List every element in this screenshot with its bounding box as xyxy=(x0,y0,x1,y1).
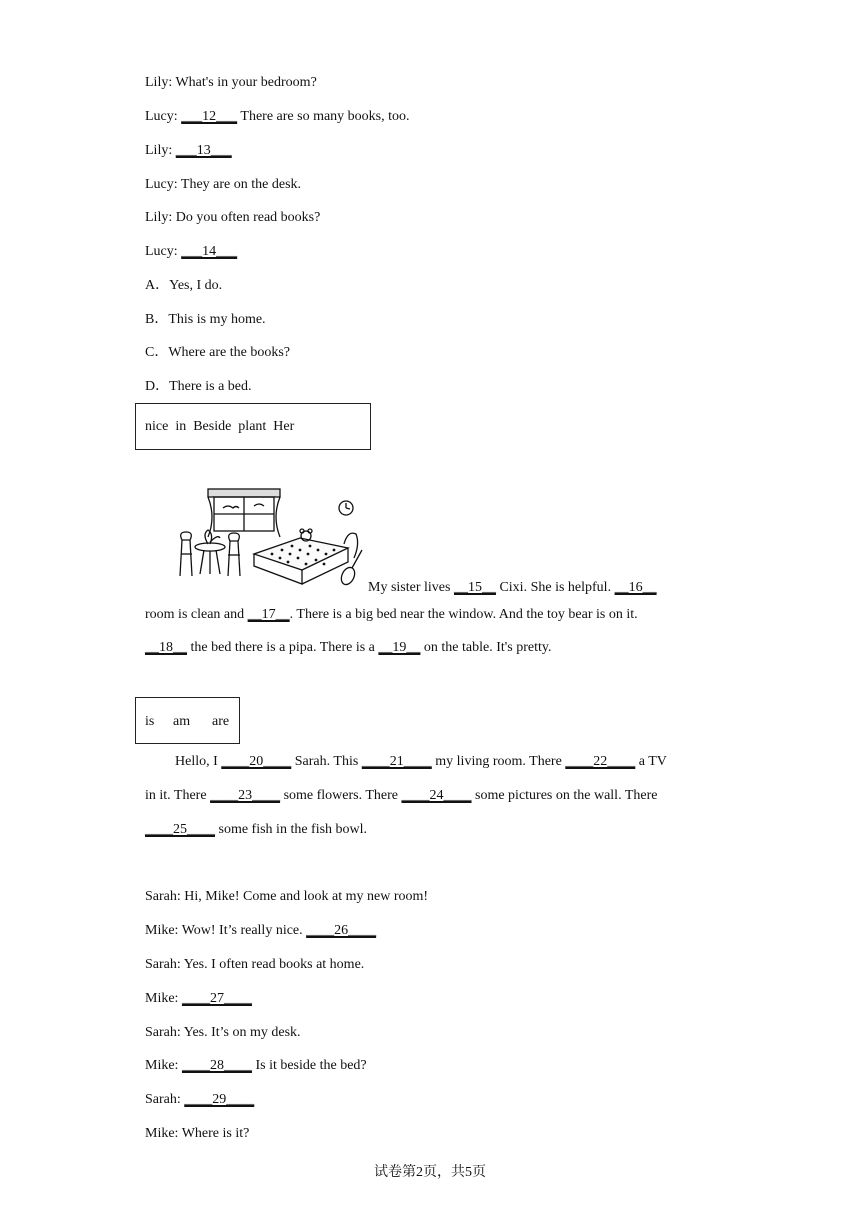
dialogue-line: Sarah: Yes. It’s on my desk. xyxy=(145,1025,301,1040)
line-text: Is it beside the bed? xyxy=(251,1058,367,1073)
word-box-item: are xyxy=(212,714,230,729)
blank-20[interactable]: ____20____ xyxy=(221,754,292,769)
blank-17[interactable]: __17__ xyxy=(247,607,290,622)
line-text: Mike: Wow! It’s really nice. xyxy=(145,923,307,938)
word-box xyxy=(135,697,240,744)
bedroom-illustration xyxy=(168,484,368,594)
word-box-item: am xyxy=(173,714,191,729)
blank-13[interactable]: ___13___ xyxy=(175,143,232,158)
blank-14[interactable]: ___14___ xyxy=(181,244,238,259)
option-a: A．Yes, I do. xyxy=(145,278,223,293)
blank-27[interactable]: ____27____ xyxy=(181,991,252,1006)
speaker-text: Lucy: xyxy=(145,244,182,259)
passage-line xyxy=(368,579,657,597)
dialogue-line xyxy=(145,142,232,160)
word-box-text: nice in Beside plant Her xyxy=(145,419,295,434)
passage-text: My sister lives xyxy=(368,580,454,595)
blank-25[interactable]: ____25____ xyxy=(145,822,215,837)
passage-line xyxy=(175,753,667,771)
dialogue-line: Mike: Where is it? xyxy=(145,1126,250,1141)
blank-24[interactable]: ____24____ xyxy=(401,788,472,803)
blank-22[interactable]: ____22____ xyxy=(565,754,636,769)
passage-line xyxy=(145,606,638,624)
dialogue-line: Lily: Do you often read books? xyxy=(145,210,321,225)
blank-12[interactable]: ___12___ xyxy=(181,109,238,124)
blank-19[interactable]: __19__ xyxy=(378,640,421,655)
blank-23[interactable]: ____23____ xyxy=(210,788,281,803)
speaker-text: Sarah: xyxy=(145,1092,185,1107)
passage-text: the bed there is a pipa. There is a xyxy=(187,640,379,655)
option-d: D．There is a bed. xyxy=(145,379,252,394)
dialogue-line xyxy=(145,990,252,1008)
blank-21[interactable]: ____21____ xyxy=(361,754,432,769)
passage-text: room is clean and xyxy=(145,607,248,622)
option-c: C．Where are the books? xyxy=(145,345,290,360)
page-footer: 试卷第2页，共5页 xyxy=(374,1165,486,1180)
dialogue-line xyxy=(145,1091,254,1109)
speaker-text: Lucy: xyxy=(145,109,182,124)
dialogue-line: Lucy: They are on the desk. xyxy=(145,177,302,192)
passage-line xyxy=(145,787,657,805)
option-b: B．This is my home. xyxy=(145,312,266,327)
dialogue-line xyxy=(145,1057,367,1075)
dialogue-line: Lily: What's in your bedroom? xyxy=(145,75,317,90)
dialogue-line: Sarah: Hi, Mike! Come and look at my new room! xyxy=(145,889,429,904)
passage-text: Hello, I xyxy=(175,754,222,769)
blank-16[interactable]: __16__ xyxy=(614,580,657,595)
passage-text: . There is a big bed near the window. And the toy bear is on it. xyxy=(289,607,638,622)
line-text: There are so many books, too. xyxy=(237,109,410,124)
dialogue-line xyxy=(145,922,376,940)
blank-26[interactable]: ____26____ xyxy=(306,923,377,938)
passage-text: my living room. There xyxy=(431,754,566,769)
blank-28[interactable]: ____28____ xyxy=(181,1058,252,1073)
word-box xyxy=(135,403,371,450)
speaker-text: Lily: xyxy=(145,143,176,158)
dialogue-line: Sarah: Yes. I often read books at home. xyxy=(145,957,365,972)
dialogue-line xyxy=(145,243,237,261)
passage-text: Sarah. This xyxy=(291,754,362,769)
blank-18[interactable]: __18__ xyxy=(145,640,187,655)
passage-text: a TV xyxy=(635,754,667,769)
blank-29[interactable]: ____29____ xyxy=(184,1092,255,1107)
passage-line xyxy=(145,639,552,657)
dialogue-line xyxy=(145,108,410,126)
speaker-text: Mike: xyxy=(145,991,182,1006)
passage-text: some flowers. There xyxy=(280,788,402,803)
blank-15[interactable]: __15__ xyxy=(453,580,496,595)
passage-text: on the table. It's pretty. xyxy=(420,640,552,655)
speaker-text: Mike: xyxy=(145,1058,182,1073)
word-box-item: is xyxy=(145,714,155,729)
passage-text: some fish in the fish bowl. xyxy=(215,822,368,837)
passage-text: Cixi. She is helpful. xyxy=(495,580,615,595)
passage-line xyxy=(145,821,367,839)
passage-text: in it. There xyxy=(145,788,211,803)
passage-text: some pictures on the wall. There xyxy=(471,788,658,803)
